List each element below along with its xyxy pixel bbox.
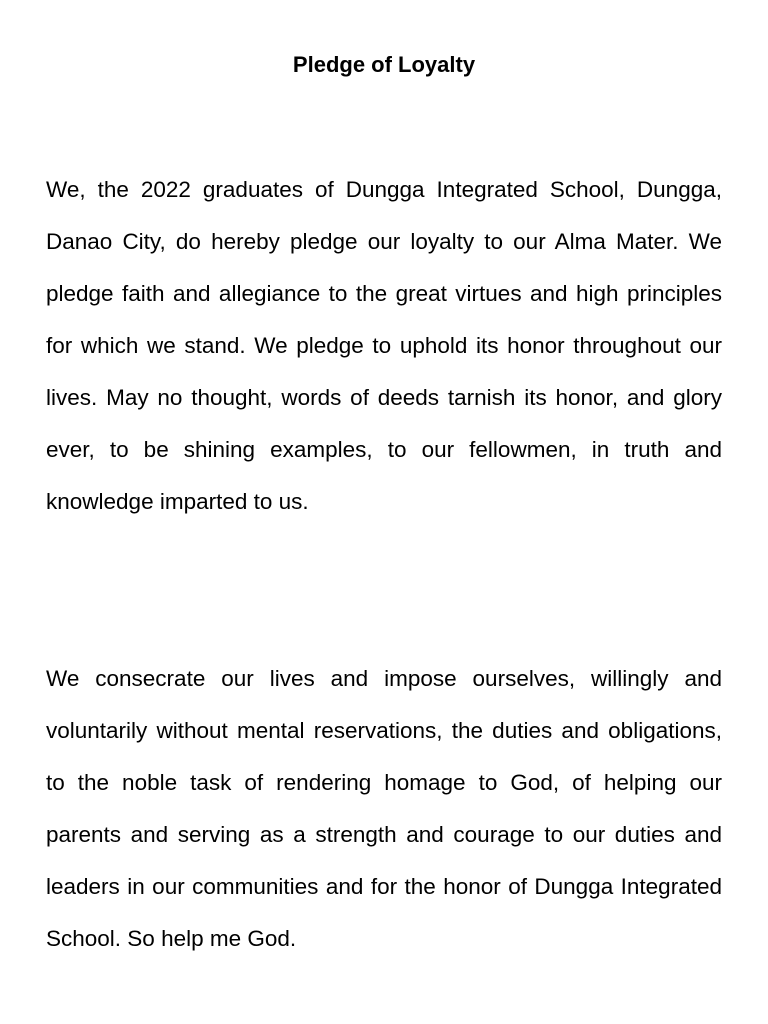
pledge-paragraph-2: We consecrate our lives and impose ourselves, willingly and voluntarily without mental reservations, the duties and obligations, to the noble task of rendering homage to God, of helping our parents and serving as a strength and courage to our duties and leaders in our communities and for the honor of Dungga Integrated School. So help me God. <box>46 666 722 951</box>
document-title: Pledge of Loyalty <box>292 52 476 77</box>
pledge-paragraph-1: We, the 2022 graduates of Dungga Integrated School, Dungga, Danao City, do hereby pledge our loyalty to our Alma Mater. We pledge faith and allegiance to the great virtues and high principles for which we stand. We pledge to uphold its honor throughout our lives. May no thought, words of deeds tarnish its honor, and glory ever, to be shining examples, to our fellowmen, in truth and knowledge imparted to us. <box>46 177 722 514</box>
